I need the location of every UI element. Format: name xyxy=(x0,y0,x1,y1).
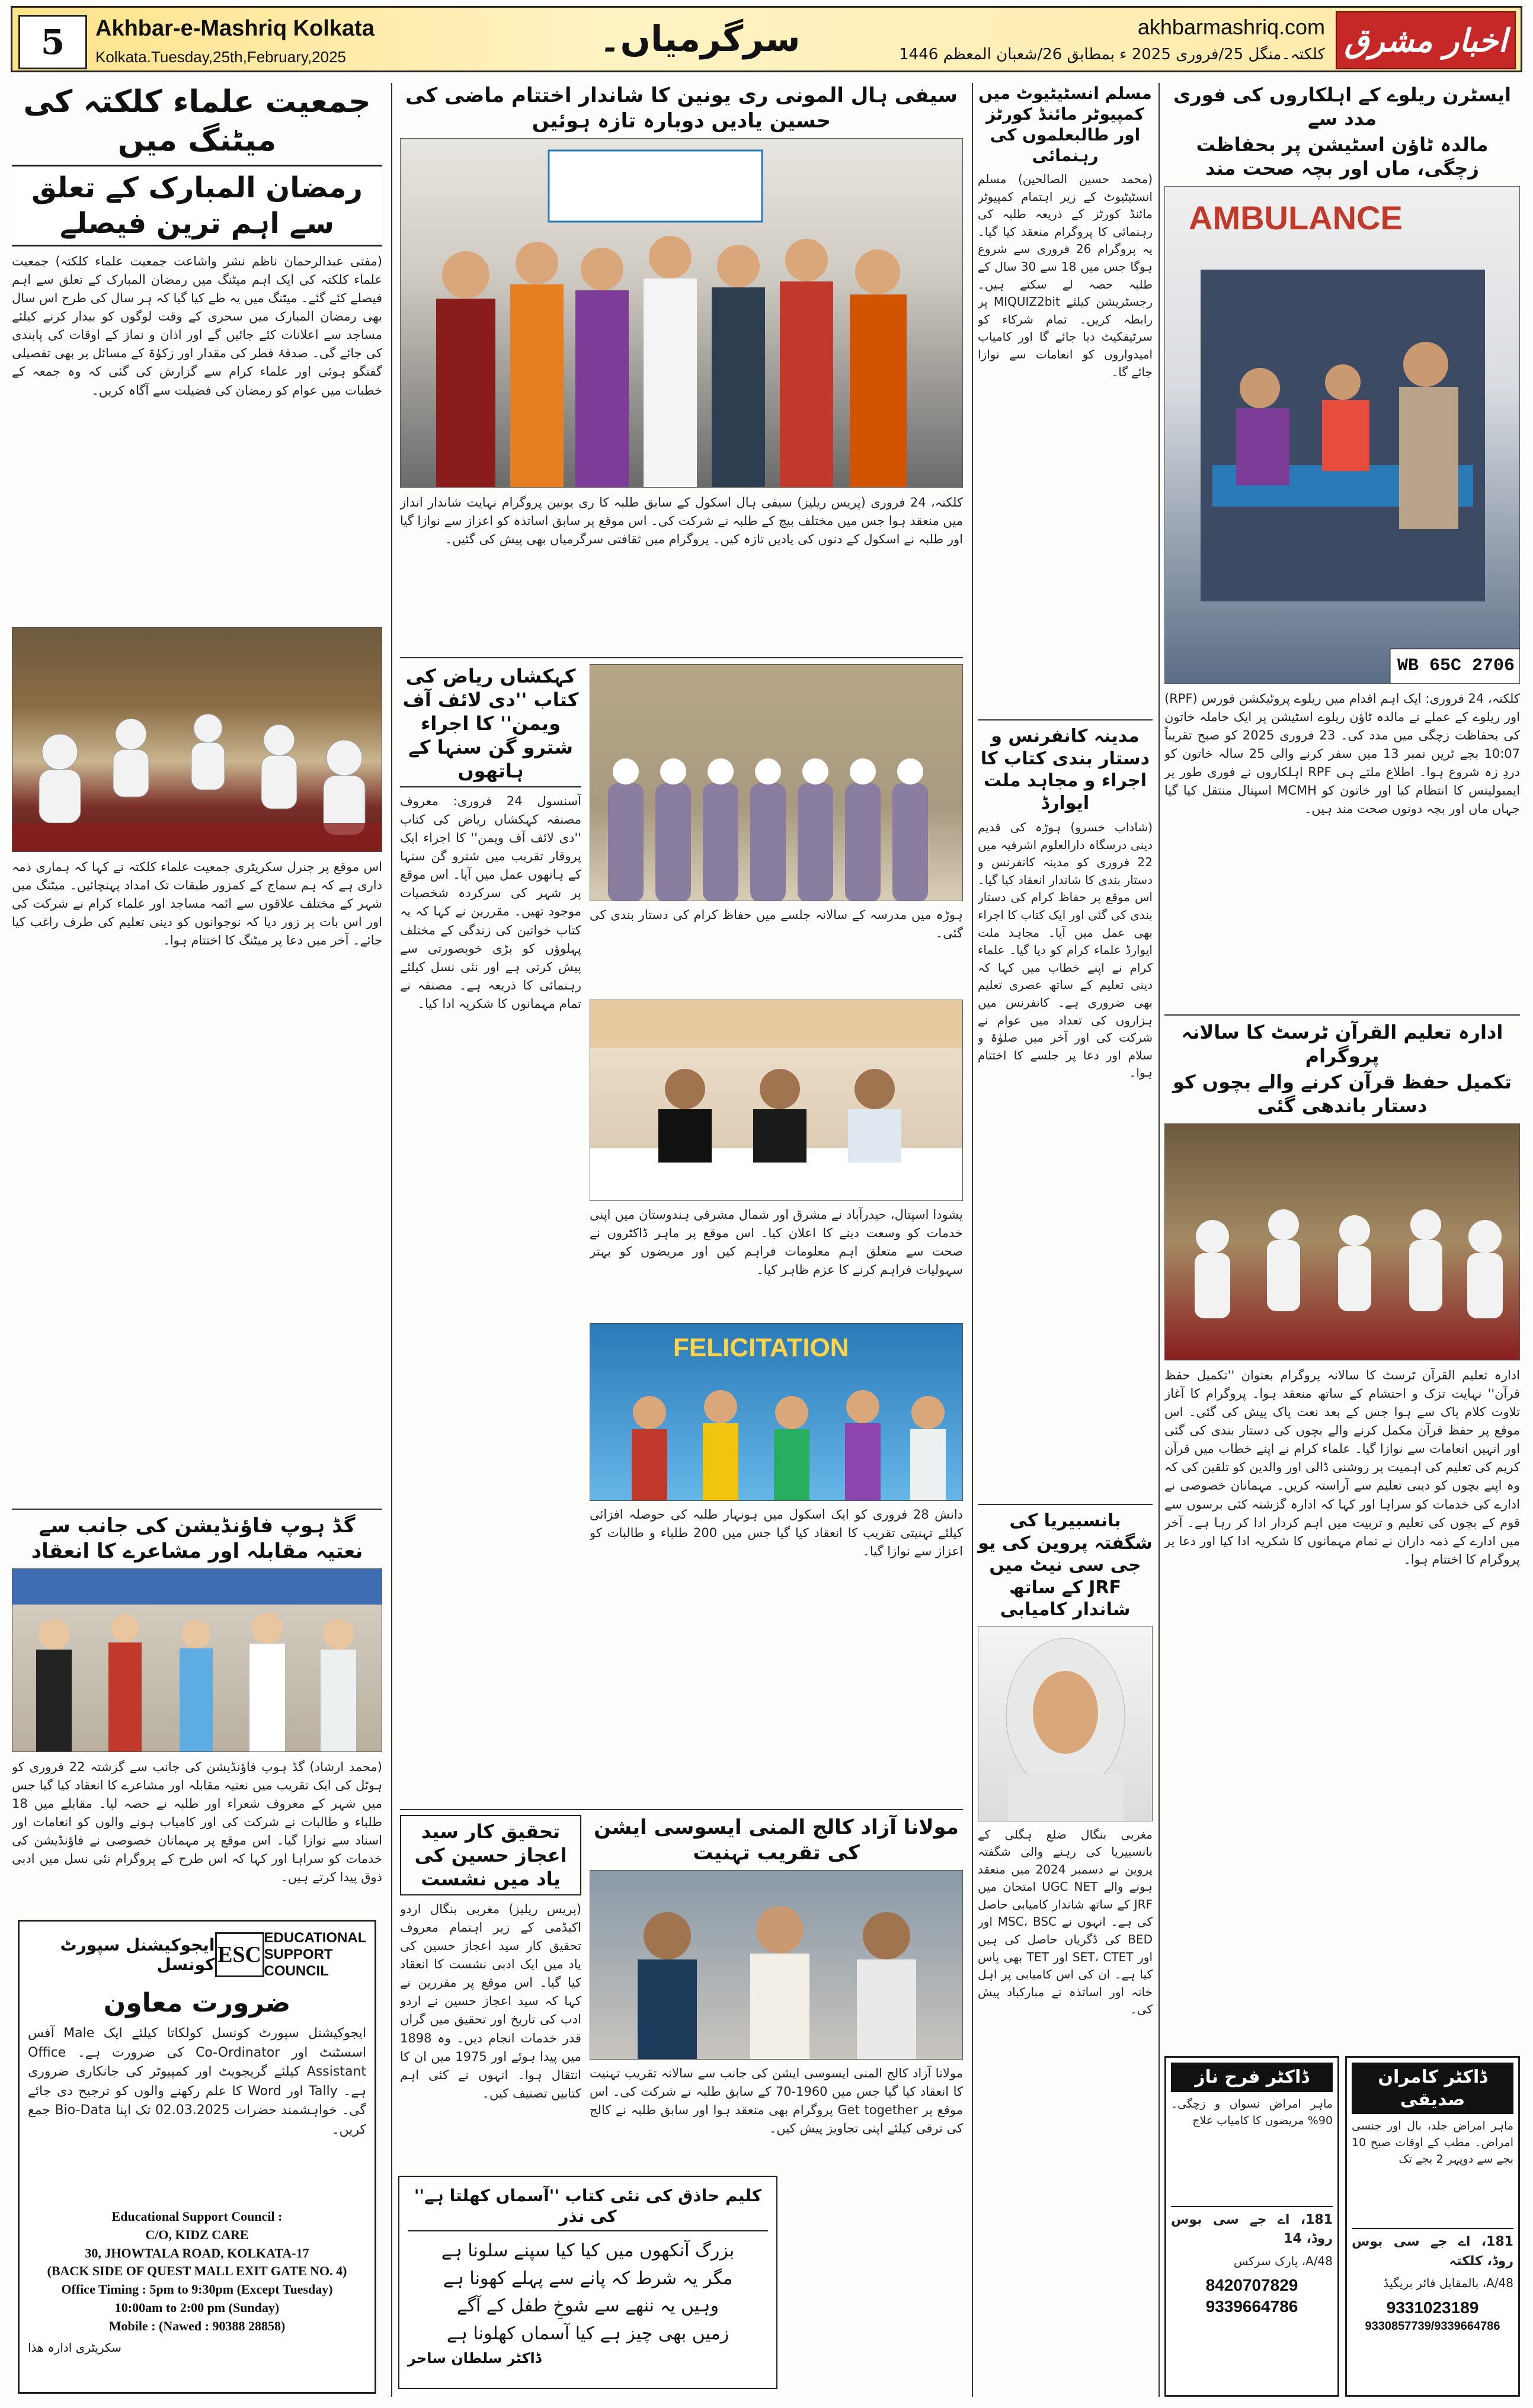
esc-address-line: 10:00am to 2:00 pm (Sunday) xyxy=(114,2300,280,2315)
ambulance-label: AMBULANCE xyxy=(1189,199,1403,236)
quran-trust-photo xyxy=(1164,1123,1520,1360)
poem-line: بزرگ آنکھوں میں کیا کیا سپنے سلونا ہے xyxy=(441,2240,735,2261)
muslim-institute-headline: مسلم انسٹیٹیوٹ میں کمپیوٹر مائنڈ کورٹز اور طالبعلموں کی رہنمائی xyxy=(978,84,1152,165)
kehkashan-article xyxy=(400,664,581,1805)
quran-trust-headline-1: ادارہ تعلیم القرآن ٹرسٹ کا سالانہ پروگرام xyxy=(1181,1021,1503,1067)
felicitation-banner: FELICITATION xyxy=(673,1333,849,1362)
center-mid-row xyxy=(400,664,963,1805)
meeting-people-illustration xyxy=(12,627,382,852)
section-divider xyxy=(400,657,963,658)
madina-conference-body: (شاداب خسرو) ہوڑہ کی قدیم دینی درسگاہ دارالعلوم اشرفیہ میں 22 فروری کو مدینہ کانفرنس و دستار بندی کا شاندار انعقاد کیا گیا۔ اس موقع پر حفاظ کرام کی دستار بندی کی گئی اور ایک کتاب کا اجراء بھی عمل میں آیا۔ مجاہد ملت ایوارڈ علماء کرام کو دیا گیا۔ علماء کرام نے اپنے خطاب میں کہا کہ دینی تعلیم کے ساتھ عصری تعلیم بھی ضروری ہے۔ کانفرنس میں ہزاروں کی تعداد میں عوام نے شرکت کی اور آخر میں صلوٰۃ و سلام اور دعا پر جلسے کا اختتام ہوا۔ xyxy=(978,820,1153,1080)
portrait-illustration xyxy=(978,1626,1153,1821)
doctor-kamran-address: 181، اے جے سی بوس روڈ، کلکتہ xyxy=(1352,2228,1513,2271)
goodhope-event-photo xyxy=(12,1568,382,1752)
kehkashan-article-body: آسنسول 24 فروری: معروف مصنفہ کہکشاں ریاض کی کتاب ''دی لائف آف ویمن'' کا اجراء ایک پروقار تقریب میں شترو گن سنہا کے ہاتھوں عمل میں آیا۔ اس موقع پر شہر کی سرکردہ شخصیات موجود تھیں۔ مقررین نے کہا کہ یہ کتاب خواتین کی زندگی کے مختلف پہلوؤں کو بڑی خوبصورتی سے پیش کرتی ہے اور نئی نسل کیلئے رہنمائی کا ذریعہ ہے۔ مصنفہ نے تمام مہمانوں کا شکریہ ادا کیا۔ xyxy=(400,794,581,1011)
esc-address-line: Office Timing : 5pm to 9:30pm (Except Tuesday) xyxy=(61,2282,333,2297)
esc-org-name-en: EDUCATIONAL SUPPORT COUNCIL xyxy=(264,1930,366,1979)
esc-org-name-ur: ایجوکیشنل سپورٹ کونسل xyxy=(60,1935,215,1974)
award-people-illustration xyxy=(12,1569,382,1752)
railway-article-body: کلکتہ، 24 فروری: ایک اہم اقدام میں ریلوے پروٹیکشن فورس (RPF) اور ریلوے کے عملے نے مالدہ ٹاؤن ریلوے اسٹیشن پر ایک حاملہ خاتون کی بحفاظت زچگی میں مدد کی۔ 23 فروری 2025 کو صبح تقریباً 10:07 بجے ٹرین نمبر 13 میں سفر کرنے والی 25 سالہ خاتون کو دردِ زہ شروع ہوا۔ اطلاع ملتے ہی RPF اہلکاروں نے فوری طور پر ایمبولینس کا انتظام کیا اور خاتون کو MCMH اسپتال منتقل کیا گیا جہاں ماں اور بچہ دونوں صحت مند ہیں۔ xyxy=(1164,691,1520,816)
esc-address-line: Educational Support Council : xyxy=(111,2209,283,2224)
jamiat-headline-1: جمعیت علماء کلکتہ کی میٹنگ میں xyxy=(23,84,371,158)
doctor-kamran-phone-2[interactable]: 9330857739/9339664786 xyxy=(1365,2319,1500,2333)
page-number: 5 xyxy=(18,15,87,69)
praveen-headline: بانسبیریا کی شگفتہ پروین کی یو جی سی نیٹ میں JRF کے ساتھ شاندار کامیابی xyxy=(978,1510,1153,1620)
column-rule xyxy=(972,83,973,2397)
saifee-reunion-photo xyxy=(400,138,963,488)
esc-address-line: (BACK SIDE OF QUEST MALL EXIT GATE NO. 4) xyxy=(47,2263,347,2279)
madina-caption: ہوڑہ میں مدرسہ کے سالانہ جلسے میں حفاظ کرام کی دستار بندی کی گئی۔ xyxy=(590,908,963,941)
vehicle-plate: WB 65C 2706 xyxy=(1397,656,1515,676)
ambulance-rescue-illustration xyxy=(1165,187,1520,684)
poem-line: مگر یہ شرط کہ پانے سے پہلے کھونا ہے xyxy=(443,2268,733,2289)
masthead xyxy=(11,6,1522,72)
poem-box xyxy=(398,2176,777,2389)
jamiat-article-body: (مفتی عبدالرحمان ناظم نشر واشاعت جمعیت علماء کلکتہ) جمعیت علماء کلکتہ کی ایک اہم میٹنگ میں رمضان المبارک کے تعلق سے اہم فیصلے کئے گئے۔ میٹنگ میں یہ طے کیا گیا کہ ہر سال کی طرح اس سال بھی رمضان المبارک میں سحری کے وقت لوگوں کو بیدار کرنے کیلئے مساجد سے اعلانات کئے جائیں گے اور اذان و نماز کے اوقات کی پابندی کی جائے گی۔ صدقۂ فطر کی مقدار اور زکوٰۃ کے مسائل پر بھی تفصیلی گفتگو ہوئی اور علماء کرام سے گزارش کی گئی کہ وہ جمعہ کے خطبات میں عوام کو رمضان کی فضیلت سے آگاہ کریں۔ xyxy=(12,254,382,398)
doctor-kamran-phone[interactable]: 9331023189 xyxy=(1386,2298,1479,2317)
website-link[interactable]: akhbarmashriq.com xyxy=(1137,15,1325,39)
tahqiq-headline: تحقیق کار سید اعجاز حسین کی یاد میں نشست xyxy=(400,1815,581,1895)
yashoda-article-body: یشودا اسپتال، حیدرآباد نے مشرق اور شمال مشرقی ہندوستان میں اپنی خدمات کو وسعت دینے کا اعلان کیا۔ اس موقع پر ماہر ڈاکٹروں نے صحت سے متعلق اہم معلومات فراہم کیں اور مریضوں کو بہتر سہولیات فراہم کرنے کا عزم ظاہر کیا۔ xyxy=(590,1208,963,1277)
yashoda-hospital-photo xyxy=(590,1000,963,1201)
esc-logo-icon: ESC xyxy=(215,1932,264,1977)
ambulance-photo xyxy=(1164,186,1520,684)
azad-headline: مولانا آزاد کالج المنی ایسوسی ایشن کی تقریب تہنیت xyxy=(594,1815,959,1865)
quran-trust-headline-2: تکمیل حفظ قرآن کرنے والے بچوں کو دستار باندھی گئی xyxy=(1172,1071,1512,1117)
doctor-farah-address-2: 48/A، پارک سرکس xyxy=(1233,2253,1333,2268)
poem-line: زمیں بھی چیز ہے کیا آسماں کھلونا ہے xyxy=(446,2323,729,2344)
felicitation-photo xyxy=(590,1323,963,1501)
poem-author: ڈاکٹر سلطان ساحر xyxy=(408,2350,542,2367)
praveen-portrait-photo xyxy=(978,1626,1153,1821)
poem-line: وہیں یہ ننھے سے شوخِ طفل کے آگے xyxy=(457,2295,719,2316)
praveen-article-body: مغربی بنگال ضلع ہگلی کے بانسبیریا کی رہنے والی شگفتہ پروین نے دسمبر 2024 میں منعقد ہونے والے UGC NET امتحان میں JRF کے ساتھ شاندار کامیابی حاصل کی ہے۔ انہوں نے MSC، BSC اور BED کی ڈگریاں حاصل کی ہیں اور SET، CTET اور TET بھی پاس کیا ہے۔ ان کی اس کامیابی پر اہل خانہ اور اساتذہ نے مبارکباد پیش کی۔ xyxy=(978,1827,1153,2017)
doctor-farah-phone-2[interactable]: 9339664786 xyxy=(1205,2297,1298,2316)
jamiat-article-continued: اس موقع پر جنرل سکریٹری جمعیت علماء کلکتہ نے کہا کہ ہماری ذمہ داری ہے کہ ہم سماج کے کمزور طبقات تک امداد پہنچائیں۔ میٹنگ میں شہر کے مختلف علاقوں سے ائمہ مساجد اور علماء کرام نے شرکت کی اور اس بات پر زور دیا کہ نوجوانوں کو دینی تعلیم کی طرف راغب کیا جائے۔ آخر میں دعا پر میٹنگ کا اختتام ہوا۔ xyxy=(12,860,382,948)
students-group-illustration xyxy=(590,665,963,901)
felicitation-article-body: دانش 28 فروری کو ایک اسکول میں ہونہار طلبہ کی حوصلہ افزائی کیلئے تہنیتی تقریب کا انعقاد کیا گیا جس میں 200 طلباء و طالبات کو اعزاز سے نوازا گیا۔ xyxy=(590,1507,963,1559)
esc-address-line: 30, JHOWTALA ROAD, KOLKATA-17 xyxy=(85,2245,309,2260)
section-divider xyxy=(978,719,1153,721)
doctor-farah-address: 181، اے جے سی بوس روڈ، 14 xyxy=(1171,2206,1333,2249)
esc-address-line: C/O, KIDZ CARE xyxy=(145,2227,249,2242)
esc-ad-title: ضرورت معاون xyxy=(103,1988,291,2018)
goodhope-headline: گڈ ہوپ فاؤنڈیشن کی جانب سے نعتیہ مقابلہ اور مشاعرے کا انعقاد xyxy=(31,1514,363,1563)
madina-conference-headline: مدینہ کانفرنس و دستار بندی کتاب کا اجراء و مجاہد ملت ایوارڈ xyxy=(980,726,1150,814)
doctor-farah-name: ڈاکٹر فرح ناز xyxy=(1171,2063,1333,2092)
hafiz-ceremony-illustration xyxy=(1165,1124,1520,1360)
section-divider xyxy=(1164,1014,1520,1016)
muslim-institute-body: (محمد حسین الصالحین) مسلم انسٹیٹیوٹ کے زیر اہتمام کمپیوٹر مائنڈ کورٹز کے ذریعہ طلبہ کی رہنمائی کا پروگرام منعقد کیا گیا۔ یہ پروگرام 26 فروری سے شروع ہوگا جس میں 18 سے 30 سال کے طلبہ حصہ لے سکتے ہیں۔ رجسٹریشن کیلئے MIQUIZ2bit پر رابطہ کریں۔ تمام شرکاء کو سرٹیفکیٹ دیا جائے گا اور کامیاب امیدواروں کو انعامات سے نوازا جائے گا۔ xyxy=(978,172,1153,379)
dateline-ur: کلکتہ۔منگل 25/فروری 2025 ء بمطابق 26/شعبان المعظم 1446 xyxy=(899,46,1325,63)
quran-trust-article-body: ادارہ تعلیم القرآن ٹرسٹ کا سالانہ پروگرام بعنوان ''تکمیل حفظ قرآن'' نہایت تزک و احتشام کے ساتھ منعقد ہوا۔ پروگرام کا آغاز تلاوت کلام پاک سے ہوا جس کے بعد نعت پاک پیش کی گئی۔ اس موقع پر حفظ قرآن مکمل کرنے والے بچوں کی دستار بندی کی گئی اور انہیں انعامات سے نوازا گیا۔ علماء کرام نے اپنے خطاب میں قرآن کریم کی تعلیم کی اہمیت پر روشنی ڈالی اور والدین کو تلقین کی کہ وہ اپنے بچوں کو دینی تعلیم سے آراستہ کریں۔ مہمانان خصوصی نے ادارے کی خدمات کو سراہا اور کہا کہ ادارہ گزشتہ کئی برسوں سے قوم کے بچوں کی تعلیم و تربیت میں اہم کردار ادا کر رہا ہے۔ آخر میں ادارے کے ذمہ داران نے تمام مہمانوں کا شکریہ ادا کیا اور دعا پر پروگرام کا اختتام ہوا۔ xyxy=(1164,1368,1520,1567)
doctor-farah-ad xyxy=(1164,2056,1339,2397)
section-title: سرگرمیاں۔ xyxy=(599,18,801,60)
paper-name-en: Akhbar-e-Mashriq Kolkata xyxy=(95,16,375,41)
right-column xyxy=(1164,83,1520,2397)
esc-ad-body: ایجوکیشنل سپورٹ کونسل کولکاتا کیلئے ایک Male آفس اسسٹنٹ اور Co-Ordinator کی ضرورت ہے۔ Office Assistant کیلئے گریجویٹ اور کمپیوٹر کی جانکاری ضروری ہے۔ Tally اور Word کا علم رکھنے والوں کو ترجیح دی جائے گی۔ خواہشمند حضرات 02.03.2025 تک اپنا Bio-Data جمع کریں۔ xyxy=(28,2026,366,2137)
newspaper-logo: اخبار مشرق xyxy=(1336,11,1516,69)
doctor-kamran-address-2: 48/A، بالمقابل فائر بریگیڈ xyxy=(1383,2276,1513,2291)
felicitation-people-illustration xyxy=(590,1324,963,1501)
section-divider xyxy=(978,1504,1153,1505)
doctor-kamran-details: ماہر امراض جلد، بال اور جنسی امراض۔ مطب کے اوقات صبح 10 بجے سے دوپہر 2 بجے تک xyxy=(1352,2119,1513,2166)
jamiat-meeting-photo xyxy=(12,627,382,852)
alumni-people-illustration xyxy=(590,1871,963,2060)
azad-article-body: مولانا آزاد کالج المنی ایسوسی ایشن کی جانب سے سالانہ تقریب تہنیت کا انعقاد کیا گیا جس میں 1960-70 کے سابق طلبہ نے شرکت کی۔ اس موقع پر Get together پروگرام بھی منعقد ہوا اور سابق طلبہ نے کالج کی ترقی کیلئے اپنی تجاویز پیش کیں۔ xyxy=(590,2066,963,2136)
doctor-farah-details: ماہر امراض نسواں و زچگی۔ 90% مریضوں کا کامیاب علاج xyxy=(1171,2097,1333,2127)
railway-headline-1: ایسٹرن ریلوے کے اہلکاروں کی فوری مدد سے xyxy=(1173,84,1511,130)
kehkashan-headline: کہکشاں ریاض کی کتاب ''دی لائف آف ویمن'' کا اجراء شترو گن سنہا کے ہاتھوں xyxy=(400,664,581,787)
mid-right-column xyxy=(978,83,1153,2397)
saifee-headline: سیفی ہال المونی ری یونین کا شاندار اختتام ماضی کی حسین یادیں دوبارہ تازہ ہوئیں xyxy=(405,84,958,133)
saifee-article-body: کلکتہ، 24 فروری (پریس ریلیز) سیفی ہال اسکول کے سابق طلبہ کا ری یونین پروگرام نہایت شاندار انداز میں منعقد ہوا جس میں مختلف بیچ کے طلبہ نے شرکت کی۔ اس موقع پر سابق اساتذہ کو اعزاز سے نوازا گیا اور طلبہ نے اسکول کے دنوں کی یادیں تازہ کیں۔ پروگرام میں ثقافتی سرگرمیاں بھی پیش کی گئیں۔ xyxy=(400,495,963,547)
esc-signature: سکریٹری ادارہ ھذا xyxy=(28,2340,121,2355)
section-divider xyxy=(12,1509,382,1510)
doctor-kamran-name: ڈاکٹر کامران صدیقی xyxy=(1352,2063,1513,2114)
dateline-en: Kolkata.Tuesday,25th,February,2025 xyxy=(95,48,346,66)
doctor-farah-phone[interactable]: 8420707829 xyxy=(1205,2276,1298,2295)
center-column xyxy=(400,83,963,2397)
esc-address-block xyxy=(28,2208,366,2336)
esc-phone[interactable]: Mobile : (Nawed : 90388 28858) xyxy=(108,2318,286,2333)
jamiat-headline-2: رمضان المبارک کے تعلق سے اہم ترین فیصلے xyxy=(12,165,382,246)
madina-dastar-photo xyxy=(590,664,963,901)
poem-verses xyxy=(408,2237,768,2348)
tahqiq-article-body: (پریس ریلیز) مغربی بنگال اردو اکیڈمی کے زیر اہتمام معروف تحقیق کار سید اعجاز حسین کی یاد میں ایک ادبی نشست کا انعقاد کیا گیا۔ اس موقع پر مقررین نے کہا کہ سید اعجاز حسین نے اردو ادب کی تاریخ اور تحقیق میں گراں قدر خدمات انجام دیں۔ وہ 1898 میں پیدا ہوئے اور 1975 میں ان کا انتقال ہوا۔ انہوں نے کئی اہم کتابیں تصنیف کیں۔ xyxy=(400,1902,581,2100)
column-rule xyxy=(391,83,392,2397)
section-divider xyxy=(400,1809,963,1810)
azad-college-photo xyxy=(590,1870,963,2060)
poem-title: کلیم حاذق کی نئی کتاب ''آسماں کھلتا ہے'' کی نذر xyxy=(408,2185,768,2231)
goodhope-article-body: (محمد ارشاد) گڈ ہوپ فاؤنڈیشن کی جانب سے گزشتہ 22 فروری کو ہوٹل کی ایک تقریب میں نعتیہ مقابلہ اور مشاعرے کا انعقاد کیا گیا جس میں شہر کے معروف شعراء اور طلبہ نے حصہ لیا۔ مقابلے میں 18 طلباء و طالبات نے شرکت کی اور کامیاب ہونے والوں کو انعامات اور اسناد سے نوازا گیا۔ اس موقع پر مہمانان خصوصی نے فاؤنڈیشن کی خدمات کو سراہا اور کہا کہ اس طرح کے پروگرام نئی نسل میں ادبی ذوق پیدا کرتے ہیں۔ xyxy=(12,1760,382,1885)
center-photo-stack xyxy=(590,664,963,1805)
esc-job-advertisement xyxy=(18,1920,376,2394)
press-meet-illustration xyxy=(590,1000,963,1201)
reunion-group-illustration xyxy=(401,139,963,488)
railway-headline-2: مالدہ ٹاؤن اسٹیشن پر بحفاظت زچگی، ماں اور بچہ صحت مند xyxy=(1196,133,1489,180)
column-rule xyxy=(1158,83,1160,2397)
doctor-kamran-ad xyxy=(1345,2056,1520,2397)
